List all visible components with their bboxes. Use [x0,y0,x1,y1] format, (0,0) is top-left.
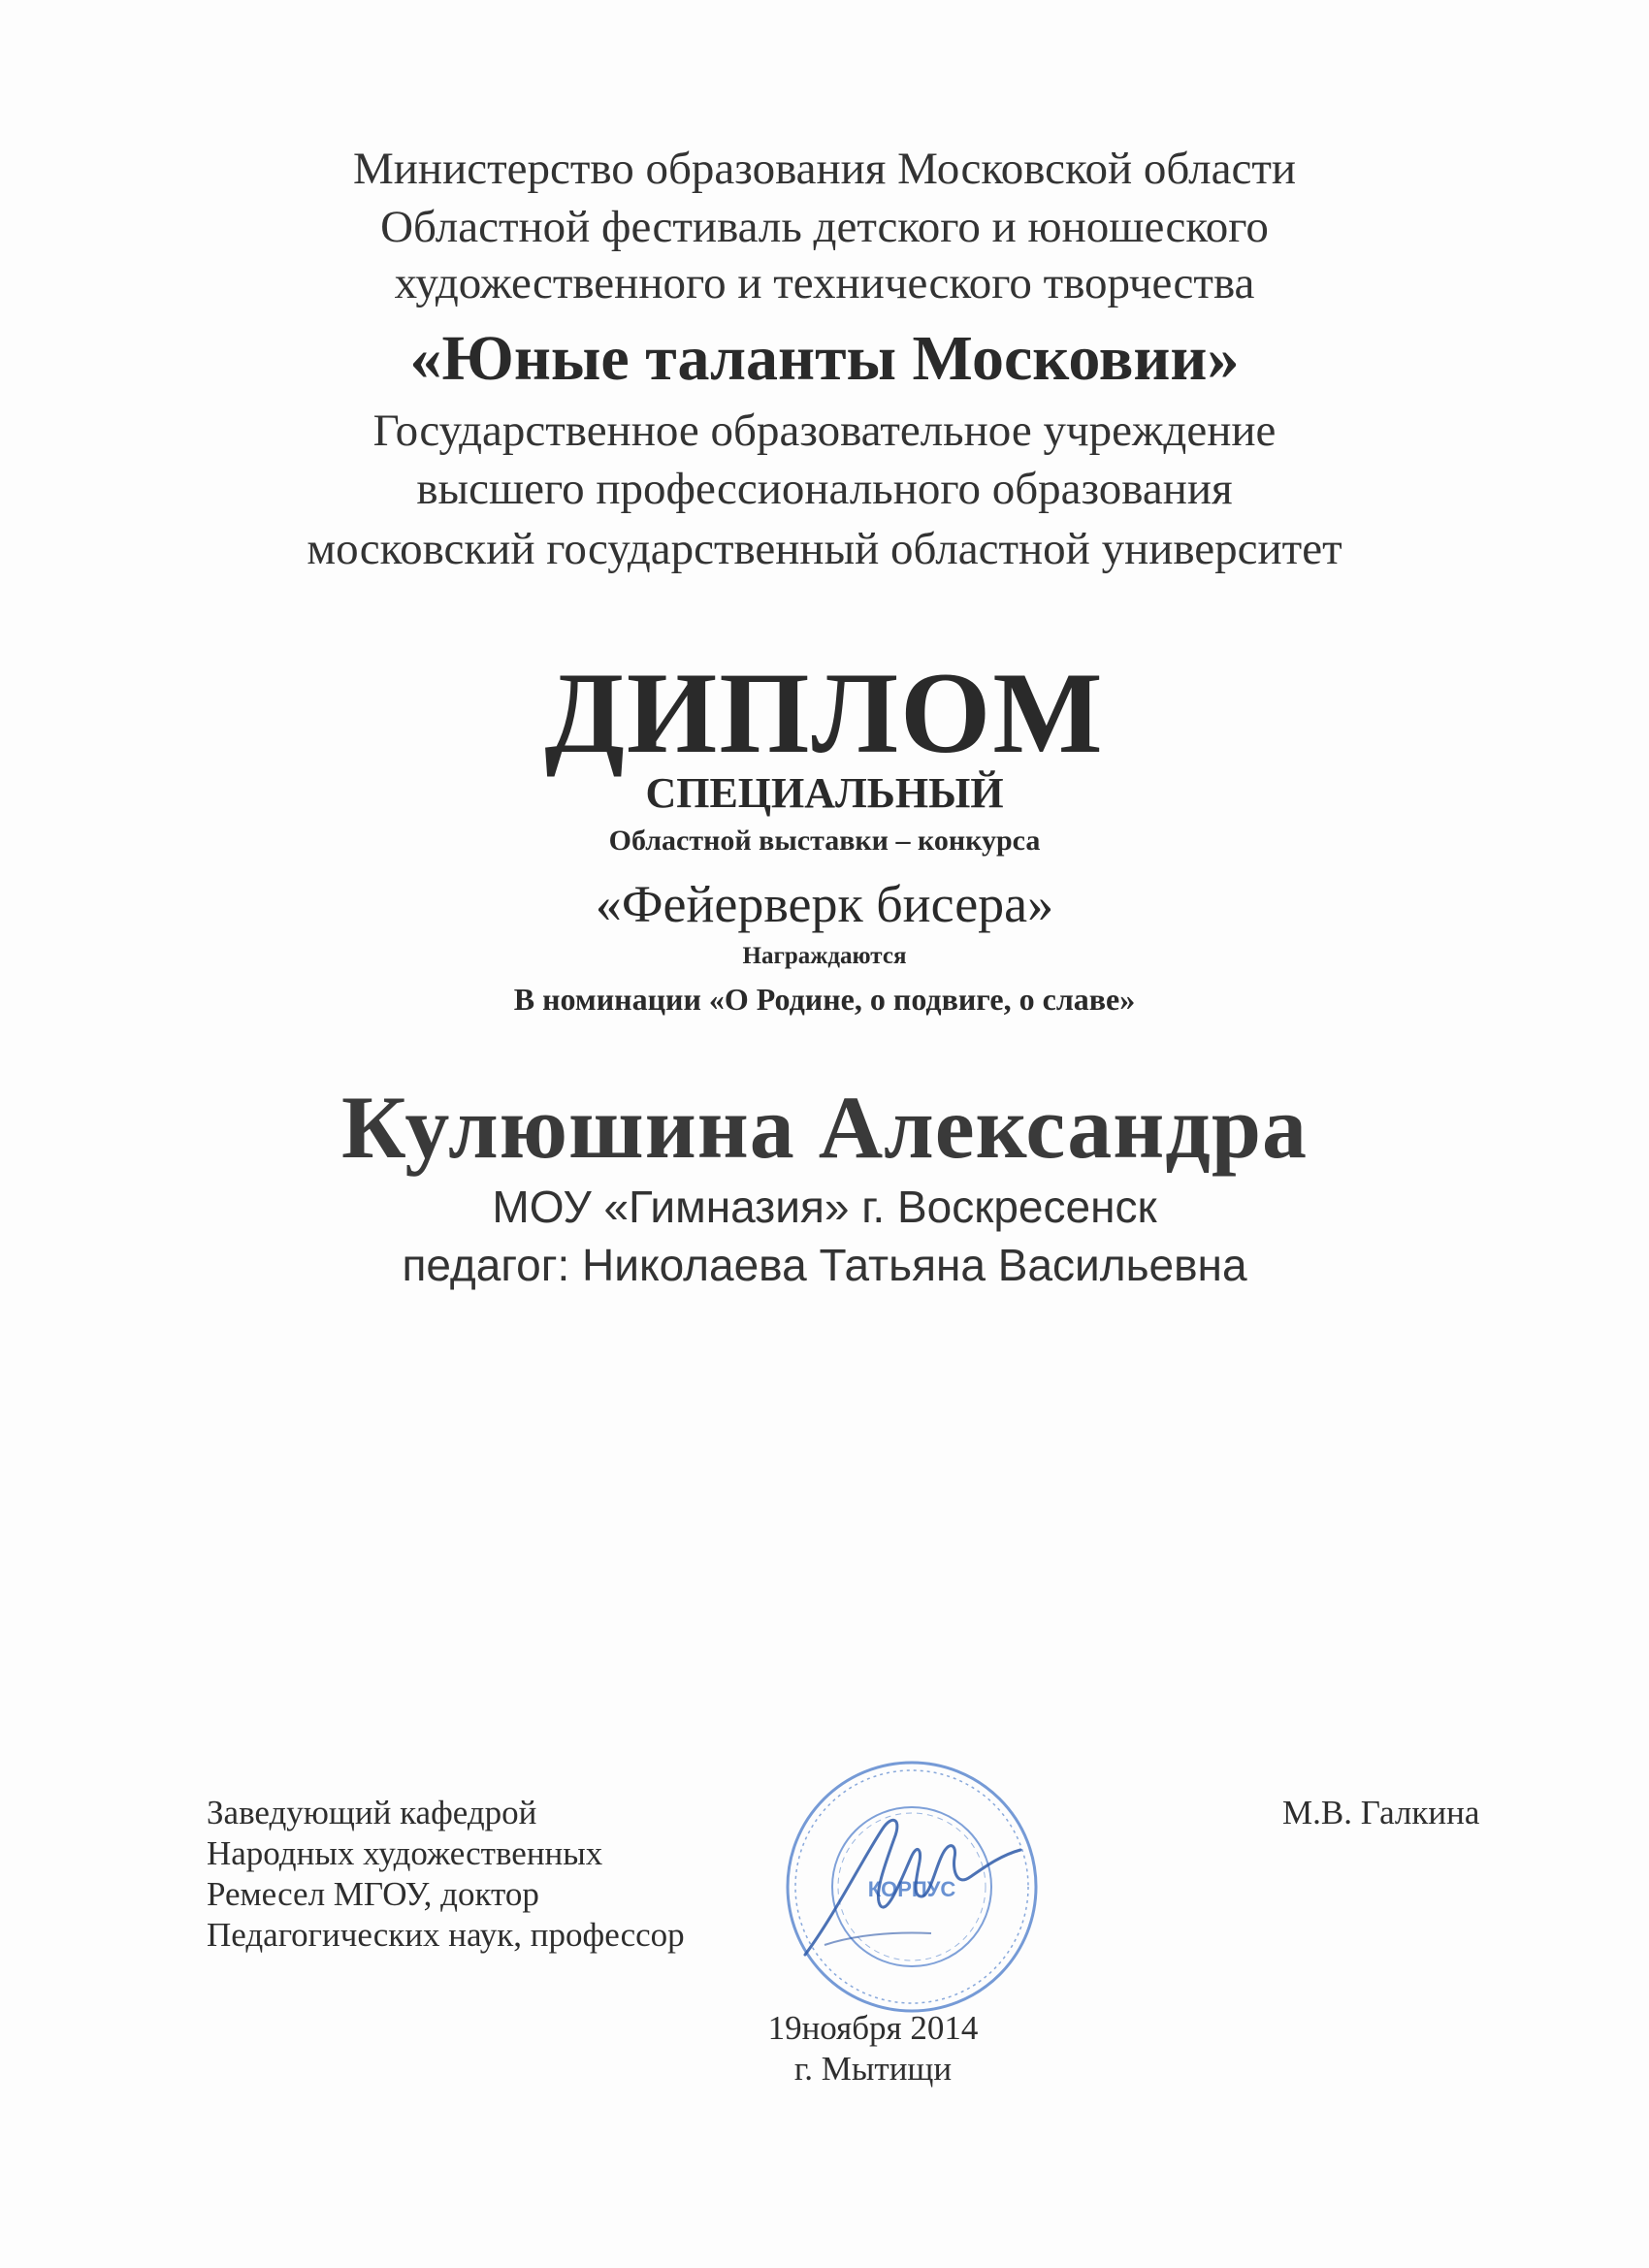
education-level-line: высшего профессионального образования [416,464,1233,514]
seal-center-text: КОРПУС [867,1877,956,1901]
diploma-subtitle: СПЕЦИАЛЬНЫЙ [645,769,1004,817]
festival-line: Областной фестиваль детского и юношеского [380,202,1269,252]
position-line: Педагогических наук, профессор [207,1916,685,1954]
school-line: МОУ «Гимназия» г. Воскресенск [492,1182,1157,1232]
seal-graphic [766,1741,1057,2032]
creativity-line: художественного и технического творчества [394,258,1255,308]
signatory-name: М.В. Галкина [1282,1794,1480,1831]
signatory-position [207,1793,685,1956]
nomination-line: В номинации «О Родине, о подвиге, о славе» [513,982,1136,1017]
festival-title: «Юные таланты Московии» [409,323,1240,394]
position-line: Заведующий кафедрой [207,1794,537,1831]
ministry-line: Министерство образования Московской области [352,144,1297,194]
issue-place: г. Мытищи [793,2050,953,2088]
teacher-line: педагог: Николаева Татьяна Васильевна [402,1240,1247,1290]
exhibition-line: Областной выставки – конкурса [608,825,1041,857]
position-line: Народных художественных [207,1834,603,1872]
institution-line: Государственное образовательное учреждение [372,405,1277,456]
position-line: Ремесел МГОУ, доктор [207,1875,539,1913]
awardee-name: Кулюшина Александра [340,1078,1308,1177]
contest-name: «Фейерверк бисера» [595,875,1054,933]
issue-date-place [679,2008,1067,2090]
diploma-title: ДИПЛОМ [544,648,1105,777]
awarded-label: Награждаются [742,943,907,969]
official-seal [766,1741,1057,2032]
university-line: московский государственный областной университет [307,524,1342,574]
issue-date: 19ноября 2014 [767,2009,979,2047]
